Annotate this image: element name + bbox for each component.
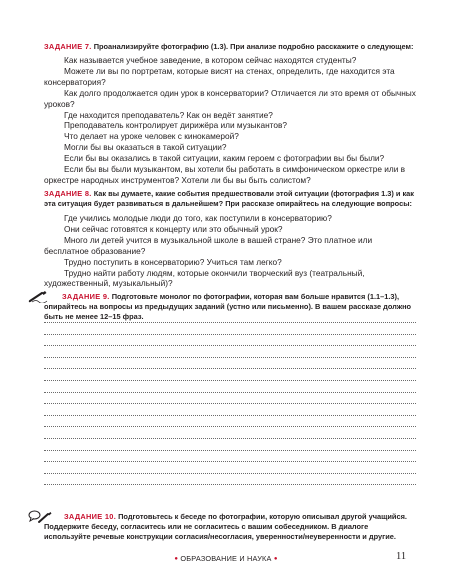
task-8-instruction: Как вы думаете, какие события предшествовали этой ситуации (фотография 1.3) и как эта ситуация будет развиваться в дальнейшем? При рассказе опирайтесь на следующие вопросы: <box>44 189 414 208</box>
section-title: ОБРАЗОВАНИЕ И НАУКА <box>180 554 272 563</box>
task-8-heading <box>44 189 416 209</box>
question: Много ли детей учится в музыкальной школе в вашей стране? Это платное или бесплатное образование? <box>44 234 373 256</box>
writing-line[interactable] <box>44 473 416 474</box>
question: Могли бы вы оказаться в такой ситуации? <box>64 142 227 153</box>
question: Трудно поступить в консерваторию? Учиться там легко? <box>64 256 282 267</box>
task-7-heading <box>44 42 416 52</box>
writing-line[interactable] <box>44 392 416 393</box>
writing-line[interactable] <box>44 461 416 462</box>
question: Если бы вы оказались в такой ситуации, каким героем с фотографии вы бы были? <box>64 153 385 164</box>
question: Если бы вы были музыкантом, вы хотели бы работать в симфоническом оркестре или в оркестре народных инструментов? Хотели ли бы вы быть солистом? <box>44 164 406 185</box>
writing-line[interactable] <box>44 380 416 381</box>
task-7-instruction: Проанализируйте фотографию (1.3). При анализе подробно расскажите о следующем: <box>93 42 414 51</box>
writing-line[interactable] <box>44 357 416 358</box>
task-9-label: ЗАДАНИЕ 9. <box>62 292 110 301</box>
bullet-icon: ● <box>273 556 278 562</box>
task-9-heading <box>44 292 416 322</box>
writing-line[interactable] <box>44 426 416 427</box>
task-9-instruction: Подготовьте монолог по фотографии, которая вам больше нравится (1.1–1.3), опирайтесь на вопросы из предыдущих заданий (устно или письменно). В вашем рассказе должно быть не менее 12–15 фраз. <box>44 292 412 321</box>
question: Где находится преподаватель? Как он ведёт занятие? <box>64 109 273 120</box>
task-8 <box>44 189 416 289</box>
writing-line[interactable] <box>44 403 416 404</box>
question: Они сейчас готовятся к концерту или это обычный урок? <box>64 223 283 234</box>
task-9 <box>44 292 416 322</box>
page-number: 11 <box>396 551 407 562</box>
writing-line[interactable] <box>44 484 416 485</box>
question: Где учились молодые люди до того, как поступили в консерваторию? <box>64 213 332 223</box>
writing-line[interactable] <box>44 438 416 439</box>
task-10-label: ЗАДАНИЕ 10. <box>64 512 117 521</box>
writing-line[interactable] <box>44 415 416 416</box>
bullet-icon: ● <box>174 556 179 562</box>
task-7 <box>44 42 416 186</box>
question: Можете ли вы по портретам, которые висят на стенах, определить, где находится эта консерватория? <box>44 65 395 87</box>
task-7-label: ЗАДАНИЕ 7. <box>44 42 92 51</box>
writing-line[interactable] <box>44 368 416 369</box>
writing-line[interactable] <box>44 345 416 346</box>
writing-line[interactable] <box>44 334 416 335</box>
task-10-instruction: Подготовьтесь к беседе по фотографии, которую описывал другой учащийся. Поддержите беседу, согласитесь или не согласитесь с вашим собеседником. В диалоге используйте речевые конструкции согласия/несогласия, уверенности/неуверенности и другие. <box>44 512 407 541</box>
question: Как долго продолжается один урок в консерватории? Отличается ли это время от обычных уроков? <box>44 87 416 109</box>
question: Как называется учебное заведение, в котором сейчас находятся студенты? <box>64 55 357 65</box>
question: Трудно найти работу людям, которые окончили творческий вуз (театральный, художественный, музыкальный)? <box>44 267 365 289</box>
task-10-heading <box>44 512 416 542</box>
writing-line[interactable] <box>44 322 416 323</box>
question: Преподаватель контролирует дирижёра или музыкантов? <box>64 120 287 131</box>
question: Что делает на уроке человек с кинокамерой? <box>64 131 239 142</box>
task-10 <box>44 512 416 542</box>
writing-line[interactable] <box>44 450 416 451</box>
task-8-label: ЗАДАНИЕ 8. <box>44 189 92 198</box>
page-footer <box>0 554 452 563</box>
